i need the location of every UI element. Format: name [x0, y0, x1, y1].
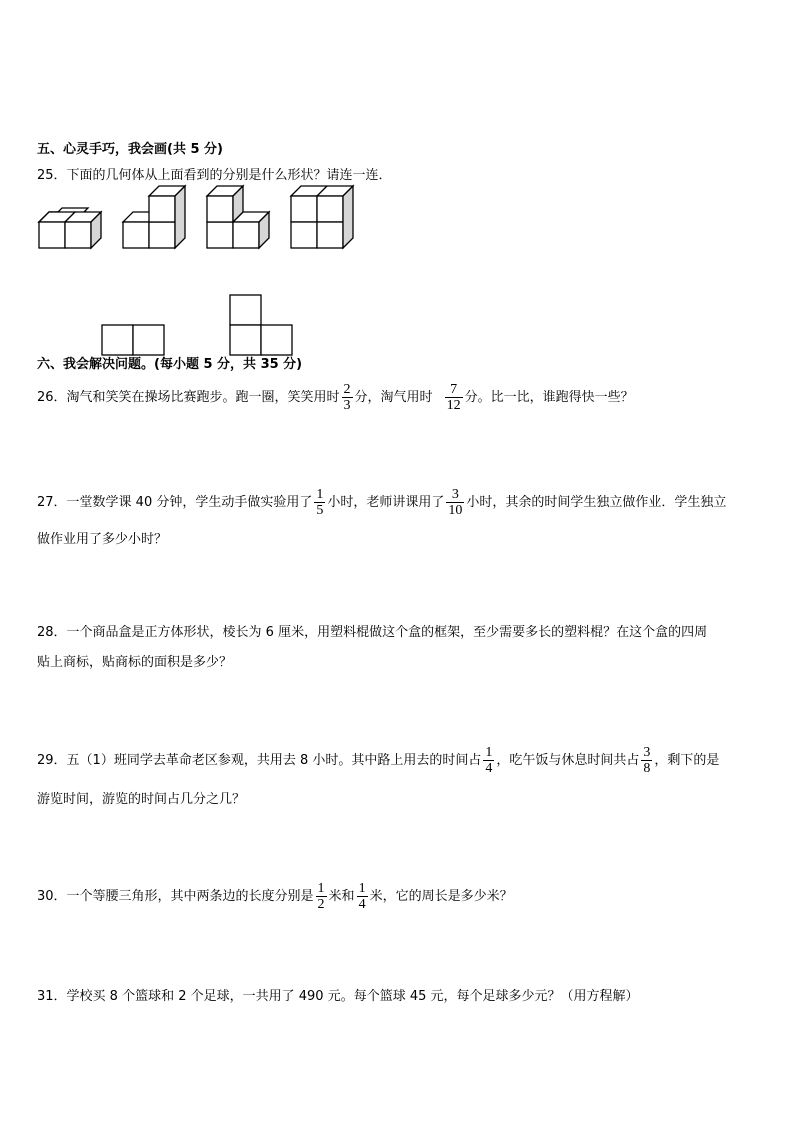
fraction-2-3: $\frac{2}{3}$: [343, 382, 351, 413]
question-28-line-1: 28．一个商品盒是正方体形状，棱长为 6 厘米，用塑料棍做这个盒的框架，至少需要多长的塑料棍？在这个盒的四周: [37, 625, 708, 640]
solid-figure-1: [39, 208, 101, 248]
question-26-text-a: 26．淘气和笑笑在操场比赛跑步。跑一圈，笑笑用时: [37, 390, 340, 405]
question-30-text-c: 米，它的周长是多少米？: [369, 889, 513, 904]
question-27: [37, 487, 726, 518]
question-29: [37, 745, 719, 776]
question-29-text-b: ，吃午饭与休息时间共占: [496, 753, 640, 768]
solid-figure-3: [207, 186, 269, 248]
fraction-3-10: $\frac{3}{10}$: [448, 487, 463, 518]
solid-figure-2: [123, 186, 185, 248]
fraction-3-8: $\frac{3}{8}$: [643, 745, 651, 776]
question-26-text-b: 分，淘气用时: [354, 390, 433, 405]
question-27-text-a: 27．一堂数学课 40 分钟，学生动手做实验用了: [37, 495, 313, 510]
section-6-title: 六、我会解决问题。(每小题 5 分，共 35 分): [37, 357, 303, 372]
question-30-text-b: 米和: [328, 889, 355, 904]
question-26-text-c: 分。比一比，谁跑得快一些？: [464, 390, 634, 405]
fraction-1-4-b: $\frac{1}{4}$: [358, 881, 366, 912]
top-view-shape-1: [102, 325, 164, 355]
question-27-line-2: 做作业用了多少小时？: [37, 532, 168, 547]
question-27-text-b: 小时，老师讲课用了: [327, 495, 445, 510]
solid-figure-4: [291, 186, 353, 248]
top-view-shape-2: [230, 295, 292, 355]
fraction-7-12: $\frac{7}{12}$: [446, 382, 461, 413]
fraction-1-4: $\frac{1}{4}$: [485, 745, 493, 776]
question-26: [37, 382, 634, 413]
question-30: [37, 881, 513, 912]
question-28-line-2: 贴上商标，贴商标的面积是多少？: [37, 655, 233, 670]
section-5-title: 五、心灵手巧，我会画(共 5 分): [37, 142, 223, 157]
fraction-1-2: $\frac{1}{2}$: [317, 881, 325, 912]
question-29-line-2: 游览时间，游览的时间占几分之几？: [37, 792, 246, 807]
question-27-text-c: 小时，其余的时间学生独立做作业．学生独立: [466, 495, 727, 510]
question-29-text-c: ，剩下的是: [654, 753, 720, 768]
question-29-text-a: 29．五（1）班同学去革命老区参观，共用去 8 小时。其中路上用去的时间占: [37, 753, 482, 768]
question-31: 31．学校买 8 个篮球和 2 个足球，一共用了 490 元。每个篮球 45 元，每个足球多少元？（用方程解）: [37, 989, 639, 1004]
cube-figures: [0, 0, 794, 380]
question-25-text: 25．下面的几何体从上面看到的分别是什么形状？请连一连．: [37, 168, 392, 183]
fraction-1-5: $\frac{1}{5}$: [316, 487, 324, 518]
question-30-text-a: 30．一个等腰三角形，其中两条边的长度分别是: [37, 889, 314, 904]
